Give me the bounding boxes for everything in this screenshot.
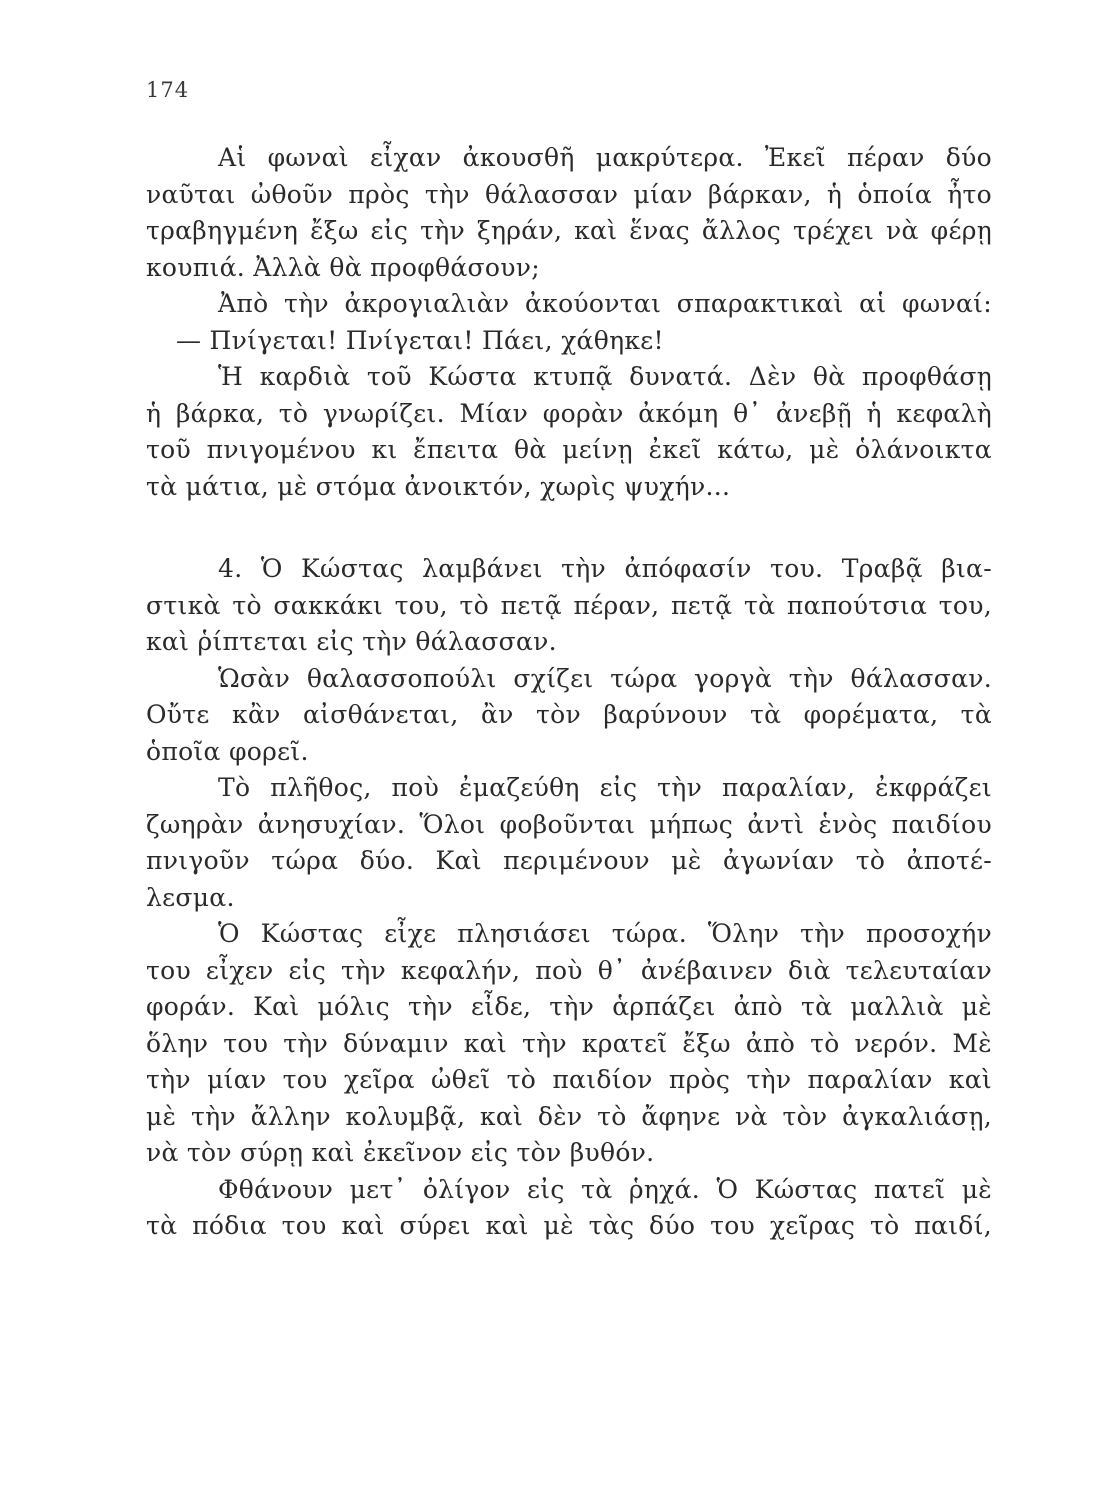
text-line: Ἡ καρδιὰ τοῦ Κώστα κτυπᾷ δυνατά. Δὲν θὰ προφθάσῃ	[218, 362, 992, 391]
text-line: Ὁ Κώστας εἶχε πλησιάσει τώρα. Ὅλην τὴν προσοχήν	[218, 919, 992, 948]
text-line: τὴν μίαν του χεῖρα ὠθεῖ τὸ παιδίον πρὸς τὴν παραλίαν καὶ	[146, 1065, 992, 1094]
text-line: κουπιά. Ἀλλὰ θὰ προφθάσουν;	[146, 252, 540, 282]
text-line: στικὰ τὸ σακκάκι του, τὸ πετᾷ πέραν, πετᾷ τὰ παπούτσια του,	[146, 590, 992, 620]
text-line: Ὡσὰν θαλασσοπούλι σχίζει τώρα γοργὰ τὴν θάλασσαν.	[218, 663, 992, 693]
text-line: τὰ μάτια, μὲ στόμα ἀνοικτόν, χωρὶς ψυχήν...	[146, 471, 731, 501]
text-line: ἡ βάρκα, τὸ γνωρίζει. Μίαν φορὰν ἀκόμη θ᾽ ἀνεβῇ ἡ κεφαλὴ	[146, 398, 992, 428]
text-line: φοράν. Καὶ μόλις τὴν εἶδε, τὴν ἁρπάζει ἀπὸ τὰ μαλλιὰ μὲ	[146, 992, 992, 1021]
text-line: πνιγοῦν τώρα δύο. Καὶ περιμένουν μὲ ἀγωνίαν τὸ ἀποτέ-	[146, 846, 992, 875]
section-gap	[146, 505, 992, 551]
text-line: — Πνίγεται! Πνίγεται! Πάει, χάθηκε!	[176, 325, 664, 355]
text-line: Τὸ πλῆθος, ποὺ ἐμαζεύθη εἰς τὴν παραλίαν, ἐκφράζει	[218, 773, 992, 802]
text-line: τοῦ πνιγομένου κι ἔπειτα θὰ μείνῃ ἐκεῖ κάτω, μὲ ὁλάνοικτα	[146, 435, 992, 464]
text-line: μὲ τὴν ἄλλην κολυμβᾷ, καὶ δὲν τὸ ἄφηνε νὰ τὸν ἀγκαλιάσῃ,	[146, 1101, 992, 1131]
text-line: Ἀπὸ τὴν ἀκρογιαλιὰν ἀκούονται σπαρακτικαὶ αἱ φωναί:	[218, 289, 992, 318]
text-line: ναῦται ὠθοῦν πρὸς τὴν θάλασσαν μίαν βάρκαν, ἡ ὁποία ἦτο	[146, 179, 992, 209]
text-line: του εἶχεν εἰς τὴν κεφαλήν, ποὺ θ᾽ ἀνέβαινεν διὰ τελευταίαν	[146, 955, 992, 985]
text-line: τραβηγμένη ἔξω εἰς τὴν ξηράν, καὶ ἕνας ἄλλος τρέχει νὰ φέρῃ	[146, 216, 992, 245]
page-number: 174	[146, 78, 190, 102]
text-line: ζωηρὰν ἀνησυχίαν. Ὅλοι φοβοῦνται μήπως ἀντὶ ἑνὸς παιδίου	[146, 809, 992, 839]
text-line: Οὔτε κἂν αἰσθάνεται, ἂν τὸν βαρύνουν τὰ φορέματα, τὰ	[146, 700, 992, 729]
text-line: ὁποῖα φορεῖ.	[146, 736, 309, 766]
text-line: νὰ τὸν σύρῃ καὶ ἐκεῖνον εἰς τὸν βυθόν.	[146, 1138, 655, 1167]
text-line: Φθάνουν μετ᾽ ὀλίγον εἰς τὰ ῥηχά. Ὁ Κώστας πατεῖ μὲ	[218, 1174, 992, 1204]
text-line: καὶ ῥίπτεται εἰς τὴν θάλασσαν.	[146, 627, 557, 656]
text-line: Αἱ φωναὶ εἶχαν ἀκουσθῆ μακρύτερα. Ἐκεῖ πέραν δύο	[218, 143, 992, 172]
text-line: 4. Ὁ Κώστας λαμβάνει τὴν ἀπόφασίν του. Τραβᾷ βια-	[218, 554, 992, 583]
text-line: ὅλην του τὴν δύναμιν καὶ τὴν κρατεῖ ἔξω ἀπὸ τὸ νερόν. Μὲ	[146, 1028, 992, 1058]
text-line: τὰ πόδια του καὶ σύρει καὶ μὲ τὰς δύο του χεῖρας τὸ παιδί,	[146, 1211, 992, 1240]
body-text	[146, 140, 992, 1245]
text-line: λεσμα.	[146, 882, 235, 912]
